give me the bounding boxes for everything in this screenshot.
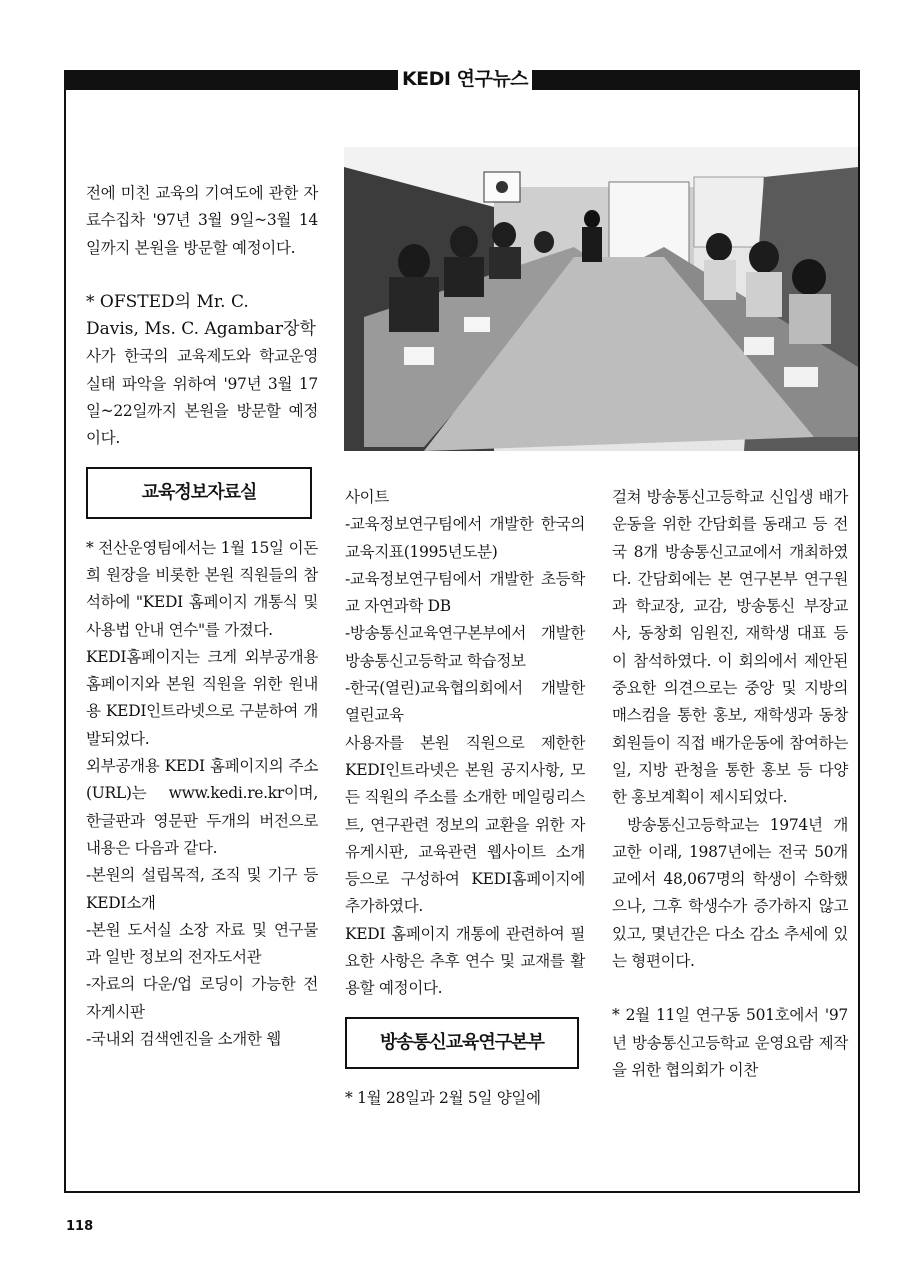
list-item: -본원 도서실 소장 자료 및 연구물과 일반 정보의 전자도서관 xyxy=(86,920,318,967)
list-item: -한국(열린)교육협의회에서 개발한 열린교육 xyxy=(345,679,585,725)
paragraph: * 전산운영팀에서는 1월 15일 이돈희 원장을 비롯한 본원 직원들의 참석하에 "KEDI 홈페이지 개통식 및 사용법 안내 연수"를 가졌다. xyxy=(86,538,318,639)
list-item: -교육정보연구팀에서 개발한 한국의 교육지표(1995년도분) xyxy=(345,515,585,561)
paragraph: KEDI 홈페이지 개통에 관련하여 필요한 사항은 추후 연수 및 교재를 활용할 예정이다. xyxy=(345,924,585,998)
paragraph: 방송통신고등학교는 1974년 개교한 이래, 1987년에는 전국 50개교에서 48,067명의 학생이 수학했으나, 그후 학생수가 증가하지 않고 있고, 몇년간은 다소 감소 추세에 있는 형편이다. xyxy=(612,815,848,971)
column-1 xyxy=(86,180,318,1053)
list-item: -자료의 다운/업 로딩이 가능한 전자게시판 xyxy=(86,975,318,1021)
section-title-box: 방송통신교육연구본부 xyxy=(345,1017,579,1069)
list-item: -본원의 설립목적, 조직 및 기구 등 KEDI소개 xyxy=(86,866,318,912)
list-item: -교육정보연구팀에서 개발한 초등학교 자연과학 DB xyxy=(345,569,585,616)
column-2 xyxy=(345,484,585,1112)
paragraph: 외부공개용 KEDI 홈페이지의 주소(URL)는 www.kedi.re.kr이며, 한글판과 영문판 두개의 버전으로 내용은 다음과 같다. xyxy=(86,757,318,857)
list-item: -국내외 검색엔진을 소개한 웹 xyxy=(86,1030,281,1049)
list-item: -방송통신교육연구본부에서 개발한 방송통신고등학교 학습정보 xyxy=(345,624,585,670)
paragraph: 전에 미친 교육의 기여도에 관한 자료수집차 '97년 3월 9일~3월 14일까지 본원을 방문할 예정이다. xyxy=(86,184,318,257)
section-title-box: 교육정보자료실 xyxy=(86,467,312,519)
ofsted-line: * OFSTED의 Mr. C. xyxy=(86,291,249,312)
list-item: 사이트 xyxy=(345,488,390,506)
paragraph: * 1월 28일과 2월 5일 양일에 xyxy=(345,1088,541,1107)
paragraph: 사용자를 본원 직원으로 제한한 KEDI인트라넷은 본원 공지사항, 모든 직원의 주소를 소개한 메일링리스트, 연구관련 정보의 교환을 위한 자유게시판, 교육관련 웹사이트 소개 등으로 구성하여 KEDI홈페이지에 추가하였다. xyxy=(345,733,585,916)
paragraph: 사가 한국의 교육제도와 학교운영 실태 파악을 위하여 '97년 3월 17일~22일까지 본원을 방문할 예정이다. xyxy=(86,347,318,448)
paragraph: * 2월 11일 연구동 501호에서 '97년 방송통신고등학교 운영요람 제작을 위한 협의회가 이찬 xyxy=(612,1006,848,1079)
column-3 xyxy=(612,484,848,1084)
page-header-title: KEDI 연구뉴스 xyxy=(398,64,532,94)
paragraph: KEDI홈페이지는 크게 외부공개용 홈페이지와 본원 직원을 위한 원내용 KEDI인트라넷으로 구분하여 개발되었다. xyxy=(86,647,318,748)
paragraph: 걸쳐 방송통신고등학교 신입생 배가운동을 위한 간담회를 동래고 등 전국 8개 방송통신고교에서 개최하였다. 간담회에는 본 연구본부 연구원과 학교장, 교감, 방송통신 부장교사, 동창회 임원진, 재학생 대표 등이 참석하였다. 이 회의에서 제안된 중요한 의견으로는 중앙 및 지방의 매스컴을 통한 홍보, 재학생과 동창회원들이 직접 배가운동에 참여하는 일, 지방 관청을 통한 홍보 등 다양한 홍보계획이 제시되었다. xyxy=(612,488,848,807)
page-number: 118 xyxy=(66,1219,94,1234)
ofsted-paragraph xyxy=(86,289,318,344)
meeting-photo xyxy=(344,147,858,451)
ofsted-line: Davis, Ms. C. Agambar장학 xyxy=(86,319,316,340)
